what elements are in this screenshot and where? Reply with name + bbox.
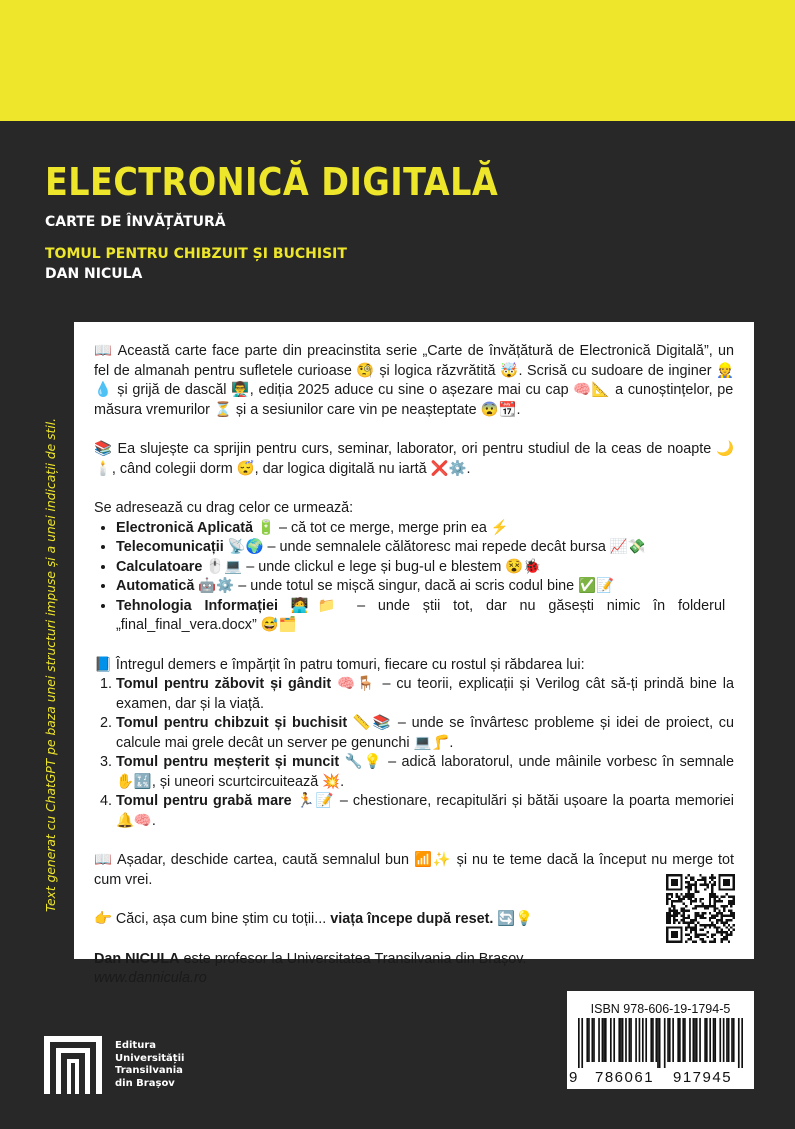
- description-text: [94, 342, 734, 989]
- list-item: • Telecomunicații 📡🌍 – unde semnalele călătoresc mai repede decât bursa 📈💸: [116, 538, 734, 558]
- intro-paragraph-1: 📖 Această carte face parte din preacinstita serie „Carte de învățătură de Electronică Digitală”, un fel de almanah pentru sufletele curioase 🧐 și logica răzvrătită 🤯. Scrisă cu sudoare de inginer 👷💧 și grijă de dascăl 👨‍🏫, ediția 2025 aduce cu sine o așezare mai cu cap 🧠📐 a cunoștințelor, pe măsura vremurilor ⏳ și a sesiunilor care vin pe neașteptate 😨📆.: [94, 343, 734, 418]
- list-item: • Electronică Aplicată 🔋 – că tot ce merge, merge prin ea ⚡: [116, 519, 734, 539]
- volumes-list: [94, 675, 734, 831]
- volume-title: TOMUL PENTRU CHIBZUIT ȘI BUCHISIT: [45, 246, 347, 262]
- author-bio: Dan NICULA este profesor la Universitatea Transilvania din Brașov.: [94, 950, 527, 967]
- list-item: • Tehnologia Informației 🧑‍💻📁 – unde știi tot, dar nu găsești nimic în folderul „final_final_vera.docx” 😅🗂️: [116, 597, 734, 636]
- book-title: ELECTRONICĂ DIGITALĂ: [45, 160, 499, 204]
- list-item: 3. Tomul pentru meșterit și muncit 🔧💡 – adică laboratorul, unde mâinile vorbesc în semnale ✋🔣, și uneori scurtcircuitează 💥.: [116, 753, 734, 792]
- top-yellow-band: [0, 0, 795, 121]
- list-item: 2. Tomul pentru chibzuit și buchisit 📏📚 – unde se învârtesc probleme și idei de proiect, cu calcule mai grele decât un server pe genunchi 💻🦵.: [116, 714, 734, 753]
- closing-paragraph-1: 📖 Așadar, deschide cartea, caută semnalul bun 📶✨ și nu te teme dacă la început nu merge tot cum vrei.: [94, 852, 734, 888]
- list-item: • Calculatoare 🖱️💻 – unde clickul e lege și bug-ul e blestem 😵🐞: [116, 558, 734, 578]
- list-item: 4. Tomul pentru grabă mare 🏃📝 – chestionare, recapitulări și bătăi ușoare la poarta memoriei 🔔🧠.: [116, 792, 734, 831]
- author-website[interactable]: www.dannicula.ro: [94, 970, 207, 986]
- publisher-logo-icon: [44, 1036, 102, 1094]
- volumes-lead: 📘 Întregul demers e împărțit în patru tomuri, fiecare cu rostul și răbdarea lui:: [94, 656, 585, 673]
- side-note: Text generat cu ChatGPT pe baza unei structuri impuse și a unei indicații de stil.: [44, 417, 58, 912]
- publisher-name: Editura Universității Transilvania din Brașov: [115, 1040, 185, 1089]
- isbn-barcode: ISBN 978-606-19-1794-5 9 786061 917945: [567, 991, 754, 1089]
- book-subtitle: CARTE DE ÎNVĂȚĂTURĂ: [45, 214, 226, 230]
- list-item: 1. Tomul pentru zăbovit și gândit 🧠🪑 – cu teorii, explicații și Verilog cât să-ți prindă bine la examen, dar și la viață.: [116, 675, 734, 714]
- intro-paragraph-2: 📚 Ea slujește ca sprijin pentru curs, seminar, laborator, ori pentru studiul de la ceas de noapte 🌙🕯️, când colegii dorm 😴, dar logica digitală nu iartă ❌⚙️.: [94, 441, 734, 477]
- audience-lead: Se adresează cu drag celor ce urmează:: [94, 500, 354, 516]
- author-name: DAN NICULA: [45, 266, 143, 282]
- list-item: • Automatică 🤖⚙️ – unde totul se mișcă singur, dacă ai scris codul bine ✅📝: [116, 577, 734, 597]
- description-card: [74, 322, 754, 986]
- barcode-icon: [578, 1018, 743, 1068]
- audience-list: [94, 519, 734, 636]
- closing-paragraph-2: 👉 Căci, așa cum bine știm cu toții... viața începe după reset. 🔄💡: [94, 911, 534, 927]
- qr-code-icon[interactable]: [666, 874, 735, 943]
- isbn-label: ISBN 978-606-19-1794-5: [590, 1002, 731, 1016]
